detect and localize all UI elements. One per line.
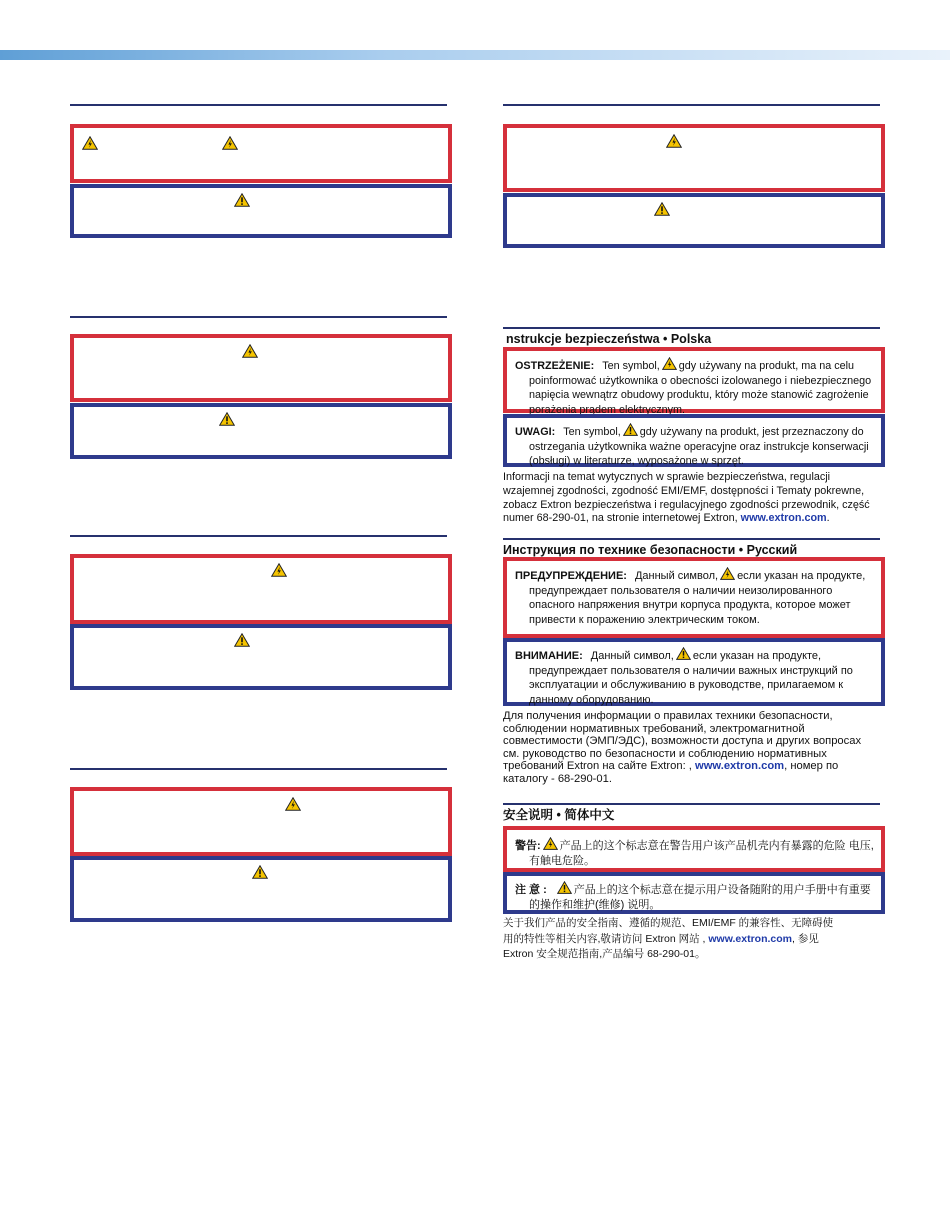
caution-box [70,624,452,690]
section-rule [503,104,880,106]
lightning-warning-icon [720,567,735,580]
caution-label: ВНИМАНИЕ: [515,650,583,662]
warning-box [70,554,452,624]
polish-info-paragraph: Informacji na temat wytycznych w sprawie bezpieczeństwa, regulacji wzajemnej zgodności, zgodność EMI/EMF, dostępności i Tematy pokrewne, zobacz Extron bezpieczeństwa i regulacyjnego zgodności przewodnik, część numer 68-290-01, na stronie internetowej Extron, www.extron.com. [503,471,870,525]
chinese-warning-box: 警告: 产品上的这个标志意在警告用户该产品机壳内有暴露的危险 电压,有触电危险。 [503,826,885,872]
russian-warning-box: ПРЕДУПРЕЖДЕНИЕ: Данный символ, если указан на продукте, предупреждает пользователя о наличии неизолированного опасного напряжения внутри корпуса продукта, которое может привести к поражению электрическим током. [503,557,885,638]
warning-box [503,124,885,192]
caution-label: UWAGI: [515,426,556,438]
section-rule [503,803,880,805]
exclamation-caution-icon [219,412,235,426]
caution-box [503,193,885,248]
polish-section-title: nstrukcje bezpieczeństwa • Polska [506,332,712,346]
exclamation-caution-icon [234,633,250,647]
exclamation-caution-icon [557,881,572,894]
caution-box [70,856,452,922]
section-rule [503,538,880,540]
russian-info-paragraph: Для получения информации о правилах техники безопасности, соблюдении нормативных требований, электромагнитной совместимости (ЭМП/ЭДС), возможности доступа и других вопросах см. руководство по безопасности и соблюдению нормативных требований Extron на сайте Extron: , www.extron.com, номер по каталогу - 68-290-01. [503,710,862,785]
extron-link[interactable]: www.extron.com [740,512,827,525]
polish-caution-box: UWAGI: Ten symbol, gdy używany na produkt, jest przeznaczony do ostrzegania użytkownika ważne operacyjne oraz instrukcje konserwacji (obsługi) w literaturze, wyposażone w sprzęt. [503,414,885,467]
header-gradient-bar [0,50,950,60]
lightning-warning-icon [242,344,258,358]
caution-box [70,184,452,238]
polish-warning-box: OSTRZEŻENIE: Ten symbol, gdy używany na produkt, ma na celu poinformować użytkownika o obecności izolowanego i niebezpiecznego napięcia wewnątrz obudowy produktu, który może stanowić zagrożenie porażenia prądem elektrycznym. [503,347,885,413]
caution-label: 注 意 : [515,884,547,896]
section-rule [70,316,447,318]
exclamation-caution-icon [252,865,268,879]
section-rule [70,768,447,770]
lightning-warning-icon [82,136,98,150]
exclamation-caution-icon [654,202,670,216]
lightning-warning-icon [666,134,682,148]
warning-box [70,124,452,183]
russian-section-title: Инструкция по технике безопасности • Русский [503,543,798,557]
warning-label: ПРЕДУПРЕЖДЕНИЕ: [515,570,627,582]
caution-box [70,403,452,459]
section-rule [70,104,447,106]
exclamation-caution-icon [234,193,250,207]
warning-box [70,787,452,856]
chinese-caution-box: 注 意 : 产品上的这个标志意在提示用户设备随附的用户手册中有重要的操作和维护(维修) 说明。 [503,872,885,914]
chinese-section-title: 安全说明 • 简体中文 [503,808,615,822]
warning-label: 警告: [515,840,541,852]
lightning-warning-icon [543,837,558,850]
lightning-warning-icon [285,797,301,811]
lightning-warning-icon [222,136,238,150]
chinese-info-paragraph: 关于我们产品的安全指南、遵循的规范、EMI/EMF 的兼容性、无障碍使用的特性等相关内容,敬请访问 Extron 网站 , www.extron.com, 参见 Extron 安全规范指南,产品编号 68-290-01。 [503,917,834,960]
exclamation-caution-icon [623,423,638,436]
section-rule [503,327,880,329]
lightning-warning-icon [662,357,677,370]
exclamation-caution-icon [676,647,691,660]
warning-box [70,334,452,402]
warning-label: OSTRZEŻENIE: [515,360,595,372]
lightning-warning-icon [271,563,287,577]
russian-caution-box: ВНИМАНИЕ: Данный символ, если указан на продукте, предупреждает пользователя о наличии важных инструкций по эксплуатации и обслуживанию в руководстве, прилагаемом к данному оборудованию. [503,638,885,706]
section-rule [70,535,447,537]
extron-link[interactable]: www.extron.com [695,760,785,773]
extron-link[interactable]: www.extron.com [708,932,792,945]
